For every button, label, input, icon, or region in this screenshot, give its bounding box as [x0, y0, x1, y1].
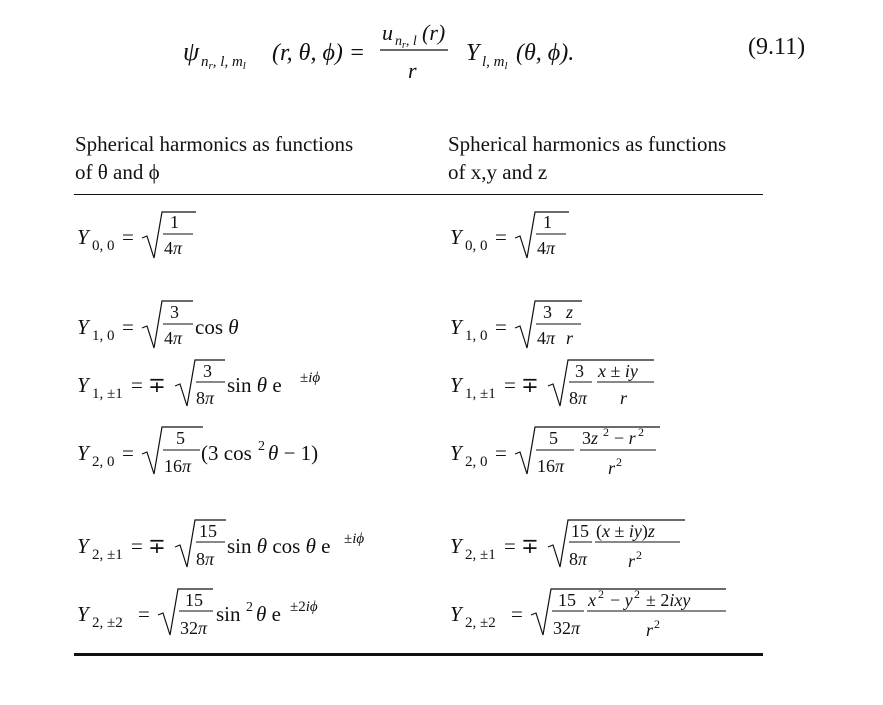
svg-text:(θ, ϕ).: (θ, ϕ). — [516, 40, 575, 66]
svg-text:2, ±2: 2, ±2 — [465, 615, 496, 631]
svg-text:8π: 8π — [569, 388, 588, 408]
svg-text:2, ±1: 2, ±1 — [465, 547, 496, 563]
header-right-line1: Spherical harmonics as functions — [448, 132, 727, 156]
svg-text:=: = — [122, 315, 134, 339]
svg-text:cos θ: cos θ — [195, 315, 239, 339]
svg-text:±2iϕ: ±2iϕ — [290, 599, 318, 615]
svg-text:± 2ixy: ± 2ixy — [646, 590, 691, 610]
svg-text:=: = — [495, 225, 507, 249]
svg-text:Y: Y — [450, 602, 462, 626]
formula-y2pm1-xyz — [450, 520, 685, 571]
svg-text:x: x — [588, 590, 596, 610]
svg-text:15: 15 — [558, 590, 576, 610]
svg-text:2: 2 — [636, 548, 642, 562]
svg-text:ψ: ψ — [183, 37, 200, 66]
svg-text:±iϕ: ±iϕ — [344, 531, 365, 547]
svg-text:32π: 32π — [553, 618, 581, 638]
svg-text:32π: 32π — [180, 618, 208, 638]
svg-text:0, 0: 0, 0 — [92, 238, 115, 254]
svg-text:r: r — [566, 328, 574, 348]
header-right-line2: of x,y and z — [448, 160, 548, 184]
svg-text:r: r — [408, 58, 417, 83]
formula-y1pm1-theta-phi — [77, 360, 320, 408]
svg-text:2: 2 — [246, 600, 253, 615]
svg-text:z: z — [566, 302, 574, 322]
svg-text:8π: 8π — [196, 388, 215, 408]
formula-y2pm1-theta-phi — [77, 520, 364, 569]
svg-text:4π: 4π — [164, 238, 183, 258]
svg-text:2: 2 — [616, 455, 622, 469]
svg-text:r: r — [620, 388, 628, 408]
svg-text:=: = — [495, 315, 507, 339]
svg-text:2: 2 — [603, 425, 609, 439]
svg-text:=: = — [122, 225, 134, 249]
header-left-line2: of θ and ϕ — [75, 160, 160, 184]
svg-text:u: u — [382, 20, 393, 45]
svg-text:= ∓: = ∓ — [504, 534, 539, 558]
svg-text:1, ±1: 1, ±1 — [92, 386, 123, 402]
svg-text:sin θ cos θ e: sin θ cos θ e — [227, 534, 331, 558]
svg-text:= ∓: = ∓ — [131, 373, 166, 397]
svg-text:15: 15 — [185, 590, 203, 610]
svg-text:θ − 1): θ − 1) — [268, 441, 319, 465]
svg-text:sin θ e: sin θ e — [227, 373, 282, 397]
svg-text:θ e: θ e — [256, 602, 281, 626]
formula-y20-xyz — [450, 425, 660, 478]
svg-text:Y: Y — [466, 40, 480, 66]
svg-text:3: 3 — [575, 361, 584, 381]
svg-text:16π: 16π — [164, 456, 192, 476]
svg-text:16π: 16π — [537, 456, 565, 476]
svg-text:r: r — [646, 620, 654, 640]
svg-text:8π: 8π — [569, 549, 588, 569]
svg-text:2, ±2: 2, ±2 — [92, 615, 123, 631]
svg-text:Y: Y — [450, 441, 462, 465]
svg-text:4π: 4π — [537, 238, 556, 258]
svg-text:Y: Y — [450, 534, 462, 558]
formula-y20-theta-phi — [77, 427, 318, 476]
svg-text:x ± iy: x ± iy — [598, 361, 638, 381]
svg-text:Y: Y — [450, 315, 462, 339]
formula-y2pm2-theta-phi — [77, 589, 318, 638]
svg-text:Y: Y — [450, 373, 462, 397]
formula-y2pm2-xyz — [450, 587, 726, 640]
svg-text:(3 cos: (3 cos — [201, 441, 252, 465]
svg-text:=: = — [122, 441, 134, 465]
svg-text:Y: Y — [450, 225, 462, 249]
svg-text:4π: 4π — [164, 328, 183, 348]
svg-text:15: 15 — [571, 521, 589, 541]
svg-text:5: 5 — [549, 428, 558, 448]
formula-y00-xyz — [450, 212, 569, 258]
svg-text:− y: − y — [610, 590, 633, 610]
svg-text:r: r — [608, 458, 616, 478]
svg-text:2, 0: 2, 0 — [92, 454, 115, 470]
svg-text:= ∓: = ∓ — [504, 373, 539, 397]
svg-text:Y: Y — [77, 225, 89, 249]
svg-text:0, 0: 0, 0 — [465, 238, 488, 254]
svg-text:=: = — [138, 602, 150, 626]
svg-text:5: 5 — [176, 428, 185, 448]
svg-text:8π: 8π — [196, 549, 215, 569]
svg-text:= ∓: = ∓ — [131, 534, 166, 558]
svg-text:Y: Y — [77, 441, 89, 465]
svg-text:Y: Y — [77, 373, 89, 397]
svg-text:2: 2 — [634, 587, 640, 601]
svg-text:2: 2 — [638, 425, 644, 439]
svg-text:Y: Y — [77, 315, 89, 339]
formula-y10-xyz — [450, 301, 582, 348]
svg-text:1: 1 — [543, 212, 552, 232]
svg-text:nr, l: $n_r$, l — [395, 34, 417, 51]
svg-text:15: 15 — [199, 521, 217, 541]
svg-text:1, 0: 1, 0 — [92, 328, 115, 344]
svg-text:(r): (r) — [422, 20, 446, 45]
svg-text:(r, θ, ϕ) =: (r, θ, ϕ) = — [272, 40, 366, 66]
svg-text:1: 1 — [170, 212, 179, 232]
svg-text:Y: Y — [77, 534, 89, 558]
header-left-line1: Spherical harmonics as functions — [75, 132, 354, 156]
svg-text:2, 0: 2, 0 — [465, 454, 488, 470]
svg-text:=: = — [495, 441, 507, 465]
svg-text:2: 2 — [598, 587, 604, 601]
svg-text:4π: 4π — [537, 328, 556, 348]
svg-text:r: r — [628, 551, 636, 571]
svg-text:2: 2 — [258, 439, 265, 454]
svg-text:3: 3 — [543, 302, 552, 322]
svg-text:nr, l, ml: $n_r$, l, $m_l$ — [201, 54, 246, 72]
svg-text:3: 3 — [203, 361, 212, 381]
svg-text:Y: Y — [77, 602, 89, 626]
svg-text:l, ml: l, $m_l$ — [482, 54, 508, 72]
formula-y1pm1-xyz — [450, 360, 654, 408]
svg-text:3z: 3z — [582, 428, 599, 448]
svg-text:±iϕ: ±iϕ — [300, 370, 321, 386]
svg-text:2, ±1: 2, ±1 — [92, 547, 123, 563]
equation-number: (9.11) — [748, 34, 806, 60]
svg-text:1, 0: 1, 0 — [465, 328, 488, 344]
svg-text:(x ± iy)z: (x ± iy)z — [596, 521, 655, 541]
formula-y00-theta-phi — [77, 212, 196, 258]
svg-text:2: 2 — [654, 617, 660, 631]
svg-text:1, ±1: 1, ±1 — [465, 386, 496, 402]
svg-text:sin: sin — [216, 602, 241, 626]
formula-y10-theta-phi — [77, 301, 239, 348]
svg-text:=: = — [511, 602, 523, 626]
svg-text:3: 3 — [170, 302, 179, 322]
svg-text:− r: − r — [614, 428, 636, 448]
